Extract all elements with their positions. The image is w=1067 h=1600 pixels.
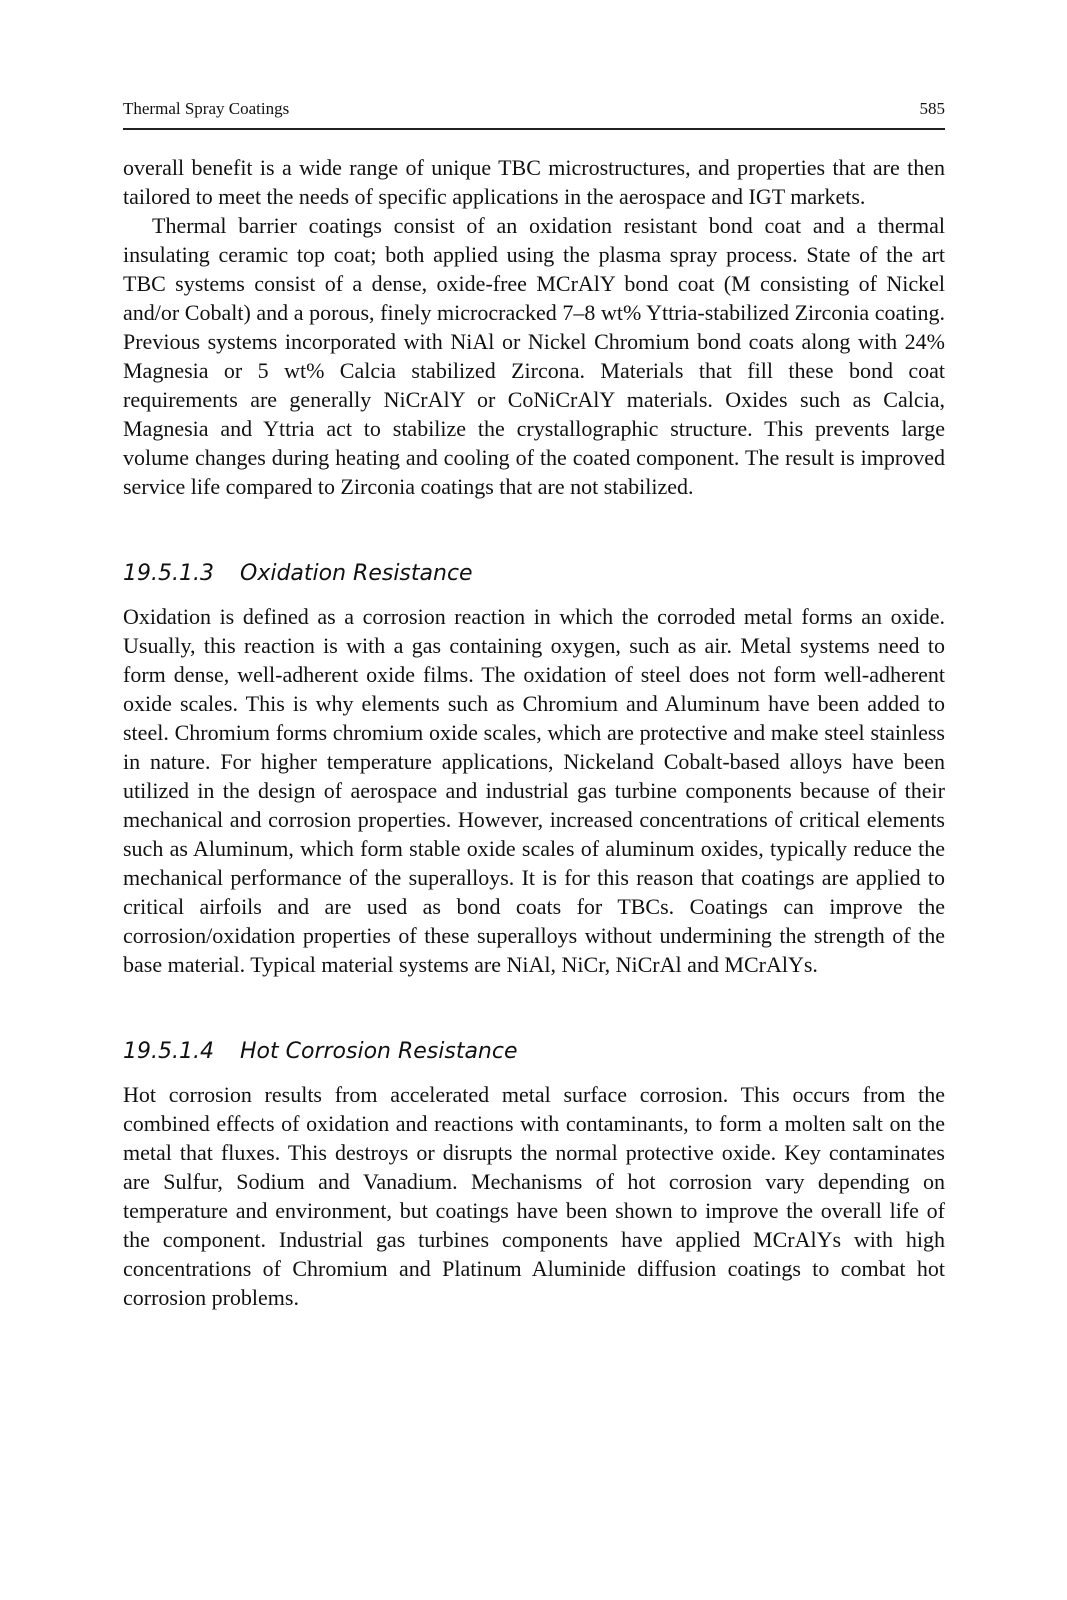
running-header bbox=[123, 96, 945, 130]
section-number: 19.5.1.4 bbox=[123, 1039, 214, 1064]
hot-corrosion-resistance-paragraph: Hot corrosion results from accelerated metal surface corrosion. This occurs from the combined effects of oxidation and reactions with contaminants, to form a molten salt on the metal that fluxes. This destroys or disrupts the normal protective oxide. Key contaminates are Sulfur, Sodium and Vanadium. Mechanisms of hot corrosion vary depending on temperature and environment, but coatings have been shown to improve the overall life of the component. Industrial gas turbines components have applied MCrAlYs with high concentrations of Chromium and Platinum Aluminide diffusion coatings to combat hot corrosion problems. bbox=[123, 1082, 945, 1310]
section-title: Hot Corrosion Resistance bbox=[240, 1039, 518, 1064]
continued-paragraph: overall benefit is a wide range of unique TBC microstructures, and properties that are then tailored to meet the needs of specific applications in the aerospace and IGT markets. bbox=[123, 155, 945, 209]
section-heading-hot-corrosion-resistance bbox=[123, 1037, 945, 1066]
section-heading-oxidation-resistance bbox=[123, 559, 945, 588]
book-page bbox=[123, 96, 945, 1312]
section-title: Oxidation Resistance bbox=[240, 561, 473, 586]
tbc-paragraph: Thermal barrier coatings consist of an oxidation resistant bond coat and a thermal insulating ceramic top coat; both applied using the plasma spray process. State of the art TBC systems consist of a dense, oxide-free MCrAlY bond coat (M consisting of Nickel and/or Cobalt) and a porous, finely microcracked 7–8 wt% Yttria-stabilized Zirconia coating. Previous systems incorporated with NiAl or Nickel Chromium bond coats along with 24% Magnesia or 5 wt% Calcia stabilized Zircona. Materials that fill these bond coat requirements are generally NiCrAlY or CoNiCrAlY materials. Oxides such as Calcia, Magnesia and Yttria act to stabilize the crystallographic structure. This prevents large volume changes during heating and cooling of the coated component. The result is improved service life compared to Zirconia coatings that are not stabilized. bbox=[123, 213, 945, 499]
page-number: 585 bbox=[919, 99, 945, 118]
oxidation-resistance-paragraph: Oxidation is defined as a corrosion reaction in which the corroded metal forms an oxide. Usually, this reaction is with a gas containing oxygen, such as air. Metal systems need to form dense, well-adherent oxide films. The oxidation of steel does not form well-adherent oxide scales. This is why elements such as Chromium and Aluminum have been added to steel. Chromium forms chromium oxide scales, which are protective and make steel stainless in nature. For higher temperature applications, Nickeland Cobalt-based alloys have been utilized in the design of aerospace and industrial gas turbine components because of their mechanical and corrosion properties. However, increased concentrations of critical elements such as Aluminum, which form stable oxide scales of aluminum oxides, typically reduce the mechanical performance of the superalloys. It is for this reason that coatings are applied to critical airfoils and are used as bond coats for TBCs. Coatings can improve the corrosion/oxidation properties of these superalloys without undermining the strength of the base material. Typical material systems are NiAl, NiCr, NiCrAl and MCrAlYs. bbox=[123, 604, 945, 977]
running-title: Thermal Spray Coatings bbox=[123, 99, 290, 118]
body-text bbox=[123, 153, 945, 1312]
section-number: 19.5.1.3 bbox=[123, 561, 214, 586]
